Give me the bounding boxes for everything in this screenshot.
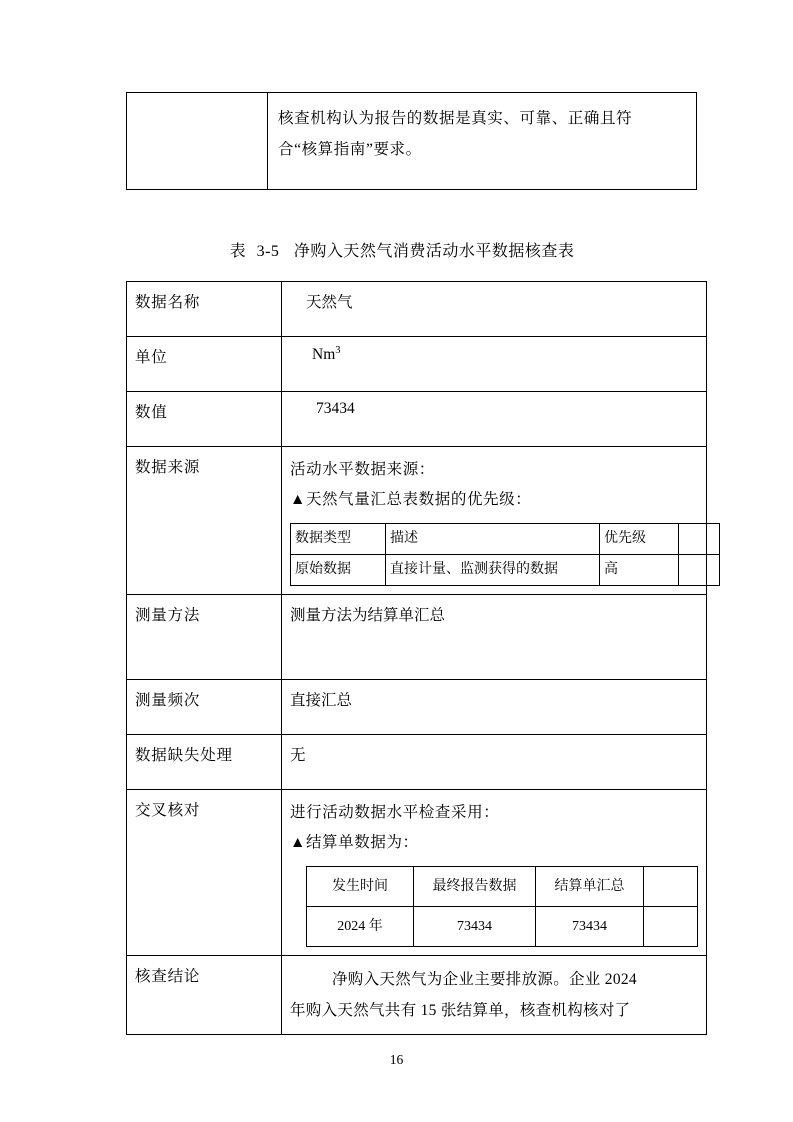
nested-header-cell: 描述 xyxy=(386,524,600,555)
table-row-measurement-frequency xyxy=(127,680,707,735)
value-line: 进行活动数据水平检查采用： xyxy=(290,804,500,821)
row-label: 测量方法 xyxy=(127,595,282,680)
nested-cell: 原始数据 xyxy=(291,555,386,586)
nested-data-row xyxy=(291,555,720,586)
table-caption xyxy=(126,238,678,261)
unit-superscript: 3 xyxy=(335,345,341,356)
nested-cell: 高 xyxy=(600,555,679,586)
top-table-right-cell xyxy=(268,93,697,190)
paragraph-line: 核查机构认为报告的数据是真实、可靠、正确且符 xyxy=(278,110,633,127)
row-value xyxy=(282,392,707,447)
row-value xyxy=(282,337,707,392)
value-line: 活动水平数据来源： xyxy=(290,461,435,478)
settlement-nested-table xyxy=(306,866,698,947)
nested-header-cell: 优先级 xyxy=(600,524,679,555)
row-value: 无 xyxy=(282,735,707,790)
table-row-value xyxy=(127,392,707,447)
nested-header-cell xyxy=(644,867,698,907)
table-row-data-name xyxy=(127,282,707,337)
nested-header-row xyxy=(291,524,720,555)
value-line: ▲天然气量汇总表数据的优先级： xyxy=(290,491,532,508)
row-value xyxy=(282,282,707,337)
table-row xyxy=(127,93,697,190)
activity-data-verification-table xyxy=(126,281,707,1035)
caption-prefix: 表 xyxy=(229,243,247,260)
value-text: Nm xyxy=(312,346,336,364)
nested-header-cell: 结算单汇总 xyxy=(536,867,644,907)
value-lines xyxy=(290,455,700,515)
table-row-data-source xyxy=(127,447,707,595)
value-text: 73434 xyxy=(316,400,355,417)
paragraph-line: 合“核算指南”要求。 xyxy=(278,141,422,158)
table-row-cross-check xyxy=(127,790,707,956)
row-value xyxy=(282,956,707,1035)
row-label: 数据来源 xyxy=(127,447,282,595)
nested-cell: 73434 xyxy=(414,907,536,947)
row-label: 数据缺失处理 xyxy=(127,735,282,790)
row-label: 核查结论 xyxy=(127,956,282,1035)
row-label: 数值 xyxy=(127,392,282,447)
nested-header-cell: 发生时间 xyxy=(307,867,414,907)
table-row-conclusion xyxy=(127,956,707,1035)
row-label: 数据名称 xyxy=(127,282,282,337)
caption-number: 3-5 xyxy=(256,243,280,260)
row-value xyxy=(282,790,707,956)
nested-cell xyxy=(679,555,720,586)
value-lines xyxy=(290,798,700,858)
nested-header-cell xyxy=(679,524,720,555)
nested-cell xyxy=(644,907,698,947)
row-label: 交叉核对 xyxy=(127,790,282,956)
table-row-unit xyxy=(127,337,707,392)
nested-cell: 2024 年 xyxy=(307,907,414,947)
table-row-missing-data xyxy=(127,735,707,790)
table-row-measurement-method xyxy=(127,595,707,680)
value-text: 天然气 xyxy=(306,294,353,311)
conclusion-line: 年购入天然气共有 15 张结算单，核查机构核对了 xyxy=(290,1002,631,1019)
top-partial-table xyxy=(126,92,697,190)
row-label: 单位 xyxy=(127,337,282,392)
row-label: 测量频次 xyxy=(127,680,282,735)
nested-header-cell: 数据类型 xyxy=(291,524,386,555)
nested-header-row xyxy=(307,867,698,907)
nested-cell: 73434 xyxy=(536,907,644,947)
row-value: 直接汇总 xyxy=(282,680,707,735)
conclusion-line: 净购入天然气为企业主要排放源。企业 2024 xyxy=(332,971,637,988)
top-table-left-cell xyxy=(127,93,268,190)
nested-cell: 直接计量、监测获得的数据 xyxy=(386,555,600,586)
conclusion-text xyxy=(290,964,700,1026)
nested-data-row xyxy=(307,907,698,947)
nested-header-cell: 最终报告数据 xyxy=(414,867,536,907)
row-value xyxy=(282,447,707,595)
value-line: ▲结算单数据为： xyxy=(290,834,419,851)
caption-title: 净购入天然气消费活动水平数据核查表 xyxy=(293,243,575,260)
row-value: 测量方法为结算单汇总 xyxy=(282,595,707,680)
priority-nested-table xyxy=(290,523,720,586)
page-number: 16 xyxy=(389,1052,404,1067)
